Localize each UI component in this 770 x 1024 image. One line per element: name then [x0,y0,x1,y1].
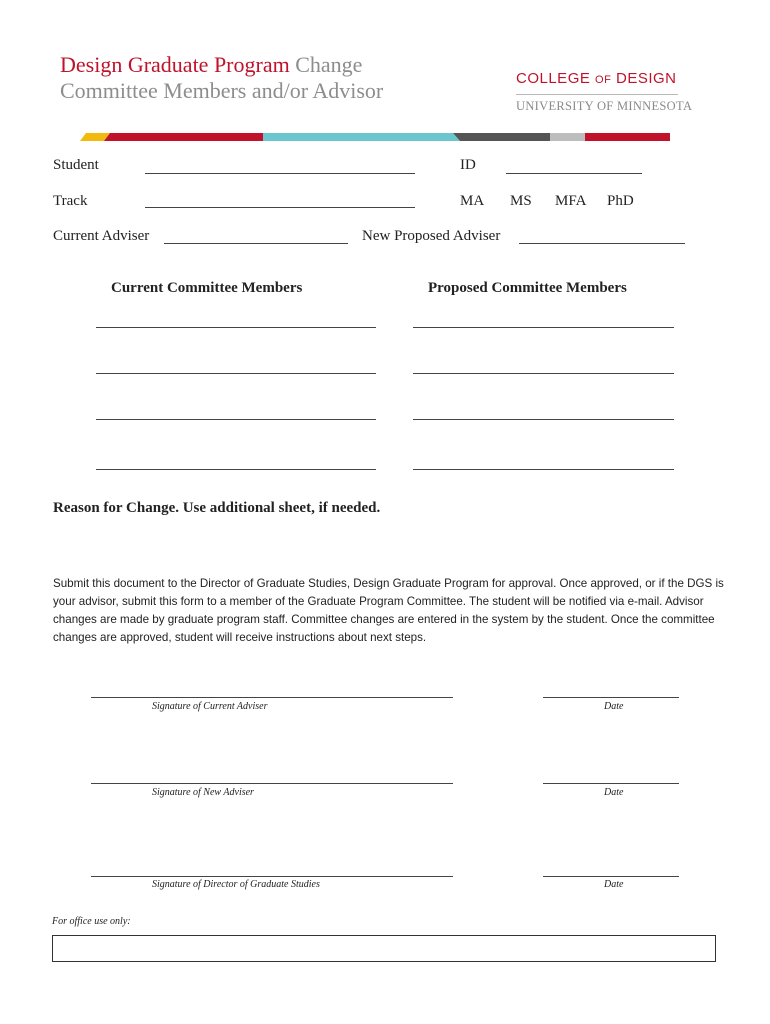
form-title-rest: Change Committee Members and/or Advisor [60,52,384,103]
proposed-member-field[interactable] [413,327,674,328]
university-logo-text: UNIVERSITY OF MINNESOTA [516,99,693,113]
current-member-field[interactable] [96,469,376,470]
id-label: ID [460,157,476,173]
track-label: Track [53,193,88,209]
degree-option-ms[interactable]: MS [510,193,532,209]
college-logo [516,70,677,87]
degree-option-phd[interactable]: PhD [607,193,634,209]
degree-option-ma[interactable]: MA [460,193,485,209]
student-field[interactable] [145,173,415,174]
logo-divider [516,94,678,95]
form-title [60,52,440,104]
proposed-member-field[interactable] [413,419,674,420]
current-member-field[interactable] [96,419,376,420]
director-signature-caption: Signature of Director of Graduate Studies [152,879,320,890]
date-field[interactable] [543,697,679,698]
new-adviser-field[interactable] [519,243,685,244]
current-adviser-signature-caption: Signature of Current Adviser [152,701,268,712]
current-committee-heading: Current Committee Members [111,280,303,296]
office-use-label: For office use only: [52,916,131,927]
logo-of-word: OF [595,74,612,86]
reason-heading: Reason for Change. Use additional sheet, if needed. [53,500,381,516]
degree-option-mfa[interactable]: MFA [555,193,587,209]
student-label: Student [53,157,99,173]
current-adviser-field[interactable] [164,243,348,244]
current-member-field[interactable] [96,327,376,328]
new-adviser-label: New Proposed Adviser [362,228,501,244]
id-field[interactable] [506,173,642,174]
header-color-stripe [80,133,670,141]
new-adviser-signature-caption: Signature of New Adviser [152,787,254,798]
current-adviser-label: Current Adviser [53,228,150,244]
current-adviser-signature-field[interactable] [91,697,453,698]
proposed-committee-heading: Proposed Committee Members [428,280,627,296]
date-field[interactable] [543,876,679,877]
office-use-box[interactable] [52,935,716,962]
logo-design-word: DESIGN [616,70,677,87]
date-caption: Date [604,701,624,712]
director-signature-field[interactable] [91,876,453,877]
instructions-paragraph: Submit this document to the Director of Graduate Studies, Design Graduate Program for approval. Once approved, or if the DGS is your advisor, submit this form to a member of the Graduate Program Committee. The student will be notified via e-mail. Advisor changes are made by graduate program staff. Committee changes are entered in the system by the student. Once the committee changes are approved, student will receive instructions about next steps. [53,577,724,644]
proposed-member-field[interactable] [413,469,674,470]
new-adviser-signature-field[interactable] [91,783,453,784]
date-field[interactable] [543,783,679,784]
logo-college-word: COLLEGE [516,70,591,87]
current-member-field[interactable] [96,373,376,374]
form-title-program: Design Graduate Program [60,52,290,77]
date-caption: Date [604,787,624,798]
track-field[interactable] [145,207,415,208]
date-caption: Date [604,879,624,890]
proposed-member-field[interactable] [413,373,674,374]
